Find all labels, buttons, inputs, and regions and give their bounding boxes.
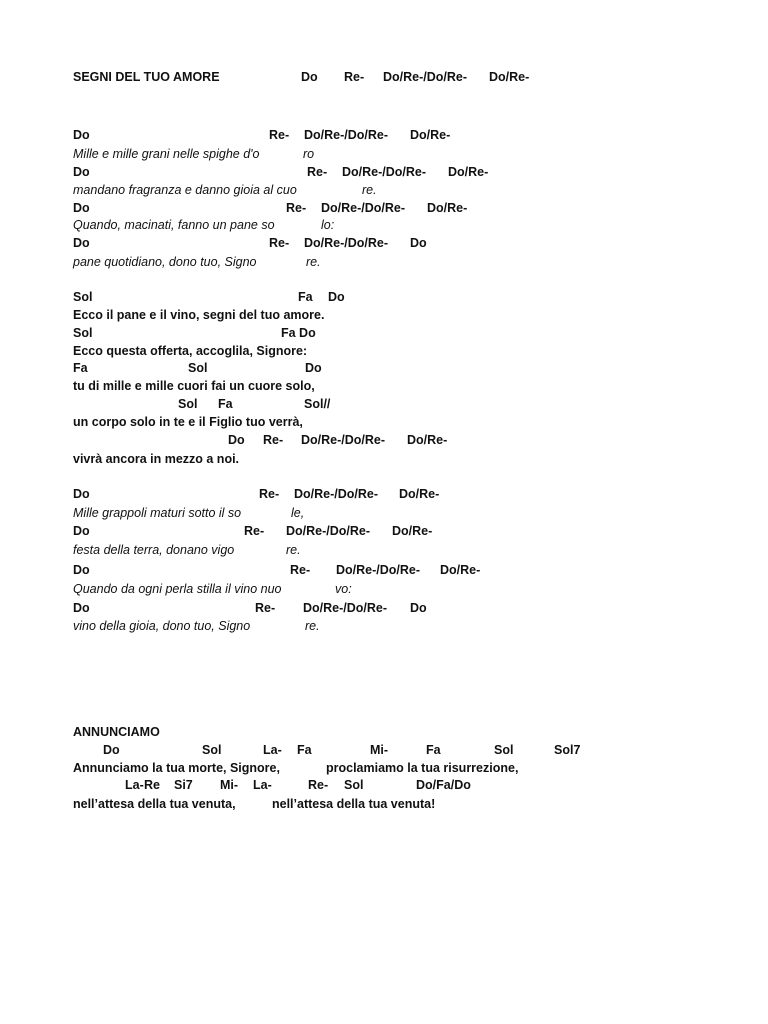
- lyric-line: [73, 216, 673, 234]
- chord: Sol7: [554, 743, 581, 757]
- chord-line: [73, 522, 673, 540]
- lyric-line: [73, 342, 673, 360]
- chord: La-: [125, 778, 144, 792]
- chord: Re-: [263, 433, 284, 447]
- chord: Do/Re-/Do/Re-: [303, 601, 388, 615]
- chord-line: [73, 199, 673, 217]
- chord: Mi-: [370, 743, 389, 757]
- lyric-line: [73, 795, 673, 813]
- chord: Do: [73, 524, 90, 538]
- chord: Re-: [344, 70, 365, 84]
- chord-line: [73, 126, 673, 144]
- lyric-text: le,: [291, 506, 305, 520]
- song-title-line: [73, 68, 673, 86]
- lyric-text: Mille grappoli maturi sotto il so: [73, 506, 242, 520]
- lyric-text: un corpo solo in te e il Figlio tuo verrà,: [73, 415, 303, 429]
- chord: Do: [73, 128, 90, 142]
- lyric-text: Ecco questa offerta, accoglila, Signore:: [73, 344, 308, 358]
- chord: Re-: [286, 201, 307, 215]
- chord: Do/Re-/Do/Re-: [301, 433, 386, 447]
- lyric-text: proclamiamo la tua risurrezione,: [326, 761, 519, 775]
- chord: Sol: [202, 743, 222, 757]
- chord-line: [73, 234, 673, 252]
- chord: Sol: [73, 326, 93, 340]
- lyric-line: [73, 253, 673, 271]
- chord: Sol: [178, 397, 198, 411]
- chord: Fa: [297, 743, 312, 757]
- lyric-line: [73, 541, 673, 559]
- chord: Do: [301, 70, 318, 84]
- chord: Do/Re-/Do/Re-: [286, 524, 371, 538]
- chord: Re-: [255, 601, 276, 615]
- lyric-text: Quando, macinati, fanno un pane so: [73, 218, 275, 232]
- lyric-text: nell’attesa della tua venuta,: [73, 797, 236, 811]
- chord: Sol: [344, 778, 364, 792]
- chord: Do/Re-: [410, 128, 451, 142]
- chord: Re-: [307, 165, 328, 179]
- chord: Re-: [308, 778, 329, 792]
- chord: Re-: [290, 563, 311, 577]
- chord-line: [73, 359, 673, 377]
- lyric-line: [73, 377, 673, 395]
- lyric-text: festa della terra, donano vigo: [73, 543, 235, 557]
- lyric-text: re.: [286, 543, 301, 557]
- chord: Do/Fa/Do: [416, 778, 471, 792]
- lyric-text: Annunciamo la tua morte, Signore,: [73, 761, 280, 775]
- chord: Do: [305, 361, 322, 375]
- chord: Do/Re-/Do/Re-: [304, 236, 389, 250]
- chord: Do: [410, 236, 427, 250]
- chord: Re-: [269, 236, 290, 250]
- chord-line: [73, 324, 673, 342]
- lyric-line: [73, 413, 673, 431]
- chord: Fa: [426, 743, 441, 757]
- chord: Do/Re-: [427, 201, 468, 215]
- chord-line: [73, 776, 673, 794]
- chord: Do: [73, 165, 90, 179]
- chord: Sol//: [304, 397, 331, 411]
- chord-line: [73, 395, 673, 413]
- lyric-text: Ecco il pane e il vino, segni del tuo amore.: [73, 308, 325, 322]
- lyric-text: tu di mille e mille cuori fai un cuore solo,: [73, 379, 315, 393]
- chord: Do/Re-/Do/Re-: [342, 165, 427, 179]
- chord: Mi-: [220, 778, 239, 792]
- lyric-text: lo:: [321, 218, 335, 232]
- lyric-text: vivrà ancora in mezzo a noi.: [73, 452, 240, 466]
- chord: Do: [73, 563, 90, 577]
- lyric-text: Mille e mille grani nelle spighe d'o: [73, 147, 260, 161]
- lyric-text: Quando da ogni perla stilla il vino nuo: [73, 582, 282, 596]
- lyric-text: ro: [303, 147, 315, 161]
- lyric-text: vo:: [335, 582, 352, 596]
- chord: Do/Re-: [440, 563, 481, 577]
- section-title: ANNUNCIAMO: [73, 725, 160, 739]
- chord: Re-: [259, 487, 280, 501]
- lyric-line: [73, 504, 673, 522]
- lyric-line: [73, 145, 673, 163]
- chord: Do/Re-: [392, 524, 433, 538]
- chord: La-: [253, 778, 272, 792]
- chord: Sol: [494, 743, 514, 757]
- chord: Do: [410, 601, 427, 615]
- chord: Do/Re-/Do/Re-: [321, 201, 406, 215]
- chord: Do: [73, 201, 90, 215]
- chord-line: [73, 599, 673, 617]
- chord: Sol: [73, 290, 93, 304]
- chord-line: [73, 288, 673, 306]
- lyric-line: [73, 306, 673, 324]
- chord: Re: [144, 778, 160, 792]
- lyric-text: nell’attesa della tua venuta!: [272, 797, 436, 811]
- chord: Fa: [218, 397, 233, 411]
- lyric-line: [73, 759, 673, 777]
- chord: Re-: [244, 524, 265, 538]
- lyric-text: re.: [362, 183, 377, 197]
- lyric-text: pane quotidiano, dono tuo, Signo: [73, 255, 257, 269]
- chord: Fa Do: [281, 326, 316, 340]
- chord: Do: [228, 433, 245, 447]
- lyric-text: re.: [305, 619, 320, 633]
- chord: Sol: [188, 361, 208, 375]
- chord: Re-: [269, 128, 290, 142]
- chord: Do: [73, 236, 90, 250]
- chord: Do/Re-/Do/Re-: [294, 487, 379, 501]
- chord: La-: [263, 743, 282, 757]
- chord-line: [73, 485, 673, 503]
- song-title: SEGNI DEL TUO AMORE: [73, 70, 220, 84]
- chord: Do/Re-/Do/Re-: [383, 70, 468, 84]
- chord: Do/Re-: [448, 165, 489, 179]
- chord: Do: [73, 487, 90, 501]
- chord-line: [73, 561, 673, 579]
- chord-line: [73, 163, 673, 181]
- chord: Do/Re-/Do/Re-: [304, 128, 389, 142]
- chord-line: [73, 431, 673, 449]
- lyric-line: [73, 617, 673, 635]
- chord: Do: [328, 290, 345, 304]
- lyric-text: mandano fragranza e danno gioia al cuo: [73, 183, 297, 197]
- lyric-text: re.: [306, 255, 321, 269]
- chord: Si7: [174, 778, 193, 792]
- lyric-line: [73, 181, 673, 199]
- lyric-line: [73, 450, 673, 468]
- chord: Fa: [73, 361, 88, 375]
- chord: Do: [103, 743, 120, 757]
- chord: Do: [73, 601, 90, 615]
- chord: Fa: [298, 290, 313, 304]
- chord: Do/Re-/Do/Re-: [336, 563, 421, 577]
- lyric-line: [73, 580, 673, 598]
- section-title-line: [73, 723, 673, 741]
- lyric-text: vino della gioia, dono tuo, Signo: [73, 619, 251, 633]
- chord: Do/Re-: [489, 70, 530, 84]
- chord: Do/Re-: [399, 487, 440, 501]
- chord-line: [73, 741, 673, 759]
- chord: Do/Re-: [407, 433, 448, 447]
